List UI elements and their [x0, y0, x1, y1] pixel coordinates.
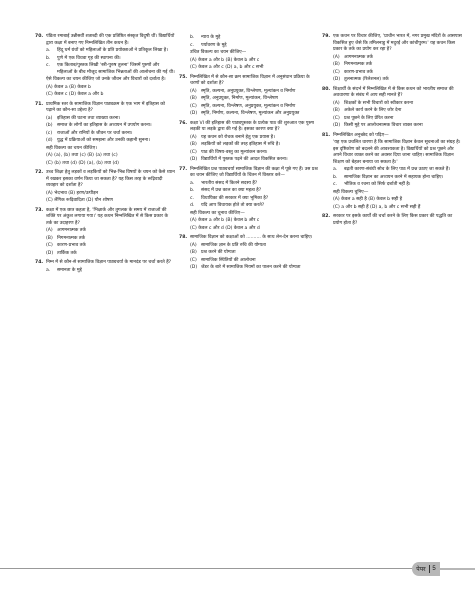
- option[interactable]: (A) आगमनात्मक तर्क: [46, 228, 86, 233]
- option[interactable]: (B) निगमनात्मक तर्क: [333, 62, 372, 67]
- question-text: निम्नलिखित अनुच्छेद को पढ़िए—: [333, 132, 389, 138]
- question-number: 75.: [179, 74, 188, 80]
- option[interactable]: (D) जेंडर के बारे में सामाजिक नियमों का पालन करने की योग्यता: [190, 265, 301, 270]
- option[interactable]: (C) सामाजिक स्थितियों की आलोचना: [190, 257, 256, 263]
- option[interactable]: (C) प्रश्न पूछने के लिए प्रेरित करना: [333, 115, 394, 121]
- question-text: निम्नलिखित में से कौन-सा क्रम सामाजिक विज्ञान में अनुसंधान प्रक्रिया के चरणों को दर्शाता है?: [190, 74, 310, 86]
- answer-choices[interactable]: (C) केवल c और d (D) केवल a और d: [190, 225, 260, 231]
- question-number: 81.: [322, 132, 331, 138]
- answer-choices[interactable]: (C) केवल a और c (D) a, b और c सभी: [190, 65, 264, 70]
- answer-prompt: सही विकल्प का चुनाव कीजिए—: [190, 210, 245, 216]
- divider: [429, 565, 430, 573]
- option[interactable]: (A) स्मृति, कल्पना, अनुप्रयुक्त, विश्लेषण, मूल्यांकन व निर्माण: [190, 88, 296, 94]
- answer-prompt: ऐसे विकल्प का चयन कीजिए जो उनके जीवन और विचारों को दर्शाता है।: [46, 77, 166, 82]
- option[interactable]: a. हिंदू धर्म ग्रंथों को महिलाओं के प्रति प्रयोक्ताओं ने प्रतिकूल लिखा है।: [46, 48, 168, 53]
- answer-prompt: उचित विकल्प का चयन कीजिए—: [190, 50, 247, 55]
- question-text: कक्षा में एक छात्र कहता है, 'भिक्षार्क और तुगलक के समय में राजाओं की शक्ति पर अंकुश लगाया गया।' यह कथन निम्नलिखित में से किस प्रकार के तर्क का उदाहरण है?: [46, 207, 168, 226]
- question-number: 77.: [179, 166, 188, 172]
- column-2: [179, 34, 319, 275]
- question-number: 71.: [35, 101, 44, 107]
- question-number: 80.: [322, 86, 331, 92]
- question-number: 82.: [322, 214, 331, 219]
- option[interactable]: d. यदि आप विधायक होते तो क्या करते?: [190, 203, 265, 208]
- question-78: [179, 235, 319, 272]
- question-number: 70.: [35, 34, 44, 39]
- option[interactable]: a. बढ़ती कारण-संबंधी सोच के लिए पाठ में प्रश्न उठाए जा सकते हैं।: [333, 167, 451, 172]
- option[interactable]: (D) तुलनात्मक (रिलेशनल) तर्क: [333, 77, 389, 82]
- option[interactable]: (D) विद्यार्थियों में पुस्तक पढ़ने की आदत विकसित करना।: [190, 157, 288, 162]
- answer-choices[interactable]: (A) केवल a (B) केवल b: [46, 84, 91, 90]
- page-number-tab: [412, 562, 440, 576]
- option[interactable]: b. पुणे में एक विधवा गृह की स्थापना की।: [46, 55, 121, 61]
- question-number: 73.: [35, 207, 44, 213]
- question-70: [35, 34, 175, 99]
- question-text: प्राथमिक स्तर के सामाजिक विज्ञान पाठ्यक्रम के एक भाग में इतिहास को पढ़ाने का कौन-सा उद्देश्य है?: [46, 101, 165, 113]
- option[interactable]: (C) कारण-प्रभाव तर्क: [46, 243, 86, 248]
- option[interactable]: (C) पाठ की विषय-वस्तु का मूल्यांकन करना।: [190, 149, 268, 155]
- question-number: 79.: [322, 34, 331, 39]
- question-number: 72.: [35, 170, 44, 175]
- option[interactable]: (B) प्रश्न करने की योग्यता: [190, 250, 236, 255]
- option[interactable]: (B) लड़कियों को लड़कों की तरह इतिहास में रुचि है।: [190, 142, 281, 147]
- answer-choices[interactable]: (A) केवल a सही है (B) केवल b सही है: [333, 197, 403, 202]
- option[interactable]: (D) स्मृति, निर्माण, कल्पना, विश्लेषण, मूल्यांकन और अनुप्रयुक्त: [190, 111, 300, 116]
- option[interactable]: (A) आगमनात्मक तर्क: [333, 54, 373, 60]
- page-footer: [0, 568, 475, 580]
- question-number: 74.: [35, 260, 44, 265]
- question-75: [179, 75, 319, 118]
- option[interactable]: (A) यह कथन को रोचक बनाने हेतु एक प्रयास है।: [190, 134, 275, 140]
- answer-choices[interactable]: (C) लैंगिक रूढ़िवादिता (D) यौन शोषण: [46, 198, 113, 203]
- option[interactable]: (D) किसी मुद्दे पर आलोचनात्मक विचार व्यक्त करना: [333, 123, 423, 128]
- answer-choices[interactable]: (C) (b) तथा (d) (D) (a), (b) तथा (d): [46, 160, 119, 166]
- question-text: निम्न में से कौन-से सामाजिक विज्ञान पाठ्यचर्या के मानदंड पर चर्चा करते हैं?: [46, 260, 172, 265]
- option[interactable]: (B) अकेले कार्य करने के लिए जोर देना: [333, 108, 402, 113]
- answer-choices[interactable]: (A) (a), (b) तथा (c) (B) (a) तथा (c): [46, 153, 118, 158]
- paper-label: पेपर: [416, 567, 426, 573]
- question-80: [322, 87, 462, 130]
- option[interactable]: a. समानता के मुद्दे: [46, 267, 82, 273]
- question-text: सरकार पर इसके कार्यों की चर्चा करने के लिए किस प्रकार की पद्धति का प्रयोग होता है?: [333, 214, 453, 226]
- question-text: सामाजिक विज्ञान को कक्षाओं को .......... के साथ लेन-देन करना चाहिए।: [190, 235, 313, 240]
- question-number: 76.: [179, 120, 188, 126]
- question-73: [35, 208, 175, 258]
- option[interactable]: (C) कारण-प्रभाव तर्क: [333, 69, 373, 75]
- answer-choices[interactable]: (A) केवल a और b (B) केवल b और c: [190, 57, 260, 63]
- option[interactable]: b. संसद में प्रश्न काल का क्या महत्व है?: [190, 188, 262, 193]
- question-text: कक्षा VI की इतिहास की पाठ्यपुस्तक के प्रत्येक पाठ की शुरुआत एक पुरुष लड़की या लड़के द्वारा की गई है। इसका कारण क्या है?: [190, 120, 314, 132]
- answer-prompt: सही विकल्प का चयन कीजिए।: [46, 145, 97, 151]
- question-74-continued: [179, 35, 319, 72]
- answer-choices[interactable]: (C) a और b सही हैं (D) a, b और c सभी सही हैं: [333, 204, 421, 210]
- question-74: [35, 260, 175, 274]
- column-3: [322, 34, 462, 230]
- answer-choices[interactable]: (C) केवल c (D) केवल a और b: [46, 92, 104, 97]
- option[interactable]: (A) सामाजिक ज्ञान के प्रति रुचि की योग्यता: [190, 242, 266, 248]
- passage: 'यह एक प्रचलित धारणा है कि सामाजिक विज्ञान केवल सूचनाओं का संग्रह है। इस दृष्टिकोण को बदलने की आवश्यकता है। विद्यार्थियों को प्रश्न पूछने और अपने विचार व्यक्त करने का अवसर दिया जाना चाहिए। सामाजिक विज्ञान शिक्षण को बेहतर बनाया जा सकता है।': [333, 140, 461, 165]
- option[interactable]: (A) शिक्षकों के सभी विचारों को स्वीकार करना: [333, 100, 414, 106]
- option[interactable]: (c) राजाओं और रानियों के जीवन पर चर्चा करना।: [46, 130, 133, 136]
- answer-choices[interactable]: (A) केवल a और b (B) केवल b और c: [190, 218, 260, 223]
- option[interactable]: c. पर्यावरण के मुद्दे: [190, 42, 227, 48]
- footer-rule: [440, 568, 475, 570]
- option[interactable]: a. भारतीय संसद में कितने सदस्य हैं?: [190, 180, 258, 186]
- question-81: [322, 133, 462, 212]
- question-text: एक कथन पर विचार कीजिए, 'प्राचीन भारत में, नगर प्रमुख मंदिरों के आसपास विकसित हुए जैसे कि तमिलनाडु में मदुरई और कांचीपुरम।' यह कथन किस प्रकार के तर्क का प्रयोग कर रहा है?: [333, 34, 462, 52]
- option[interactable]: c. एक किताब/पुस्तक लिखी 'स्त्री-पुरुष तुलना' जिसमें पुरुषों और महिलाओं के बीच मौजूद सामाजिक भिन्नताओं की आलोचना की गई थी।: [46, 63, 175, 75]
- option[interactable]: (B) निगमनात्मक तर्क: [46, 235, 85, 241]
- question-79: [322, 34, 462, 84]
- question-82: [322, 214, 462, 227]
- option[interactable]: c. विधायिका की सरकार में क्या भूमिका है?: [190, 195, 269, 201]
- question-text: शिक्षार्थी के संदर्भ में निम्नलिखित में से किस कथन को भारतीय समाज की अवधारणा के संबंध में आप सही मानते हैं?: [333, 86, 454, 98]
- option[interactable]: (B) स्मृति, अनुप्रयुक्त, निर्माण, मूल्यांकन, विश्लेषण: [190, 96, 278, 101]
- option[interactable]: b. सामाजिक विज्ञान का अध्ययन करने में सहायक होना चाहिए।: [333, 174, 444, 180]
- page-number: 5: [432, 566, 436, 572]
- option[interactable]: (d) युद्ध में प्रक्रियाओं को समझना और उनकी कहानी सुनना।: [46, 138, 150, 143]
- option[interactable]: c. भौतिक व रचना को सिर्फ दर्शाती नहीं है।: [333, 182, 411, 187]
- option[interactable]: (b) समाज के लोगों का इतिहास के अध्ययन में उपयोग करना।: [46, 123, 152, 128]
- question-71: [35, 102, 175, 168]
- question-text: उच्च शिक्षा हेतु लड़कों व लड़कियों को भिन्न-भिन्न विषयों के चयन को कैसे ध्यान में रखकर इसका वर्णन किया जा सकता है? यह किस तरह के रूढ़िवादी व्यवहार को दर्शाता है?: [46, 170, 175, 188]
- answer-choices[interactable]: (A) भेदभाव (B) हरण/उत्पीड़न: [46, 190, 99, 196]
- answer-prompt: सही विकल्प चुनिए—: [333, 189, 369, 195]
- option[interactable]: (C) स्मृति, कल्पना, विश्लेषण, अनुप्रयुक्त, मूल्यांकन व निर्माण: [190, 103, 296, 109]
- option[interactable]: (a) इतिहास की घटना तथा व्याख्या करना।: [46, 115, 121, 121]
- question-72: [35, 170, 175, 205]
- question-number: 78.: [179, 235, 188, 240]
- question-text: निम्नलिखित प्रश्न पाठ्यचर्या सामाजिक विज्ञान की कक्षा में पूछे गए हैं। उस प्रश्न का चयन कीजिए जो विद्यार्थियों के चिंतन में विस्तार करे—: [190, 166, 318, 178]
- question-text: पंडिता रमाबाई उन्नीसवीं शताब्दी की एक प्रतिष्ठित संस्कृत विदुषी थीं। विद्यार्थियों द्वारा कक्षा में बनाए गए निम्नलिखित तीन कथन हैं।: [46, 34, 175, 46]
- option[interactable]: b. न्याय के मुद्दे: [190, 35, 221, 40]
- question-76: [179, 121, 319, 164]
- column-1: [35, 34, 175, 277]
- question-77: [179, 167, 319, 233]
- option[interactable]: (D) तार्किक तर्क: [46, 250, 77, 256]
